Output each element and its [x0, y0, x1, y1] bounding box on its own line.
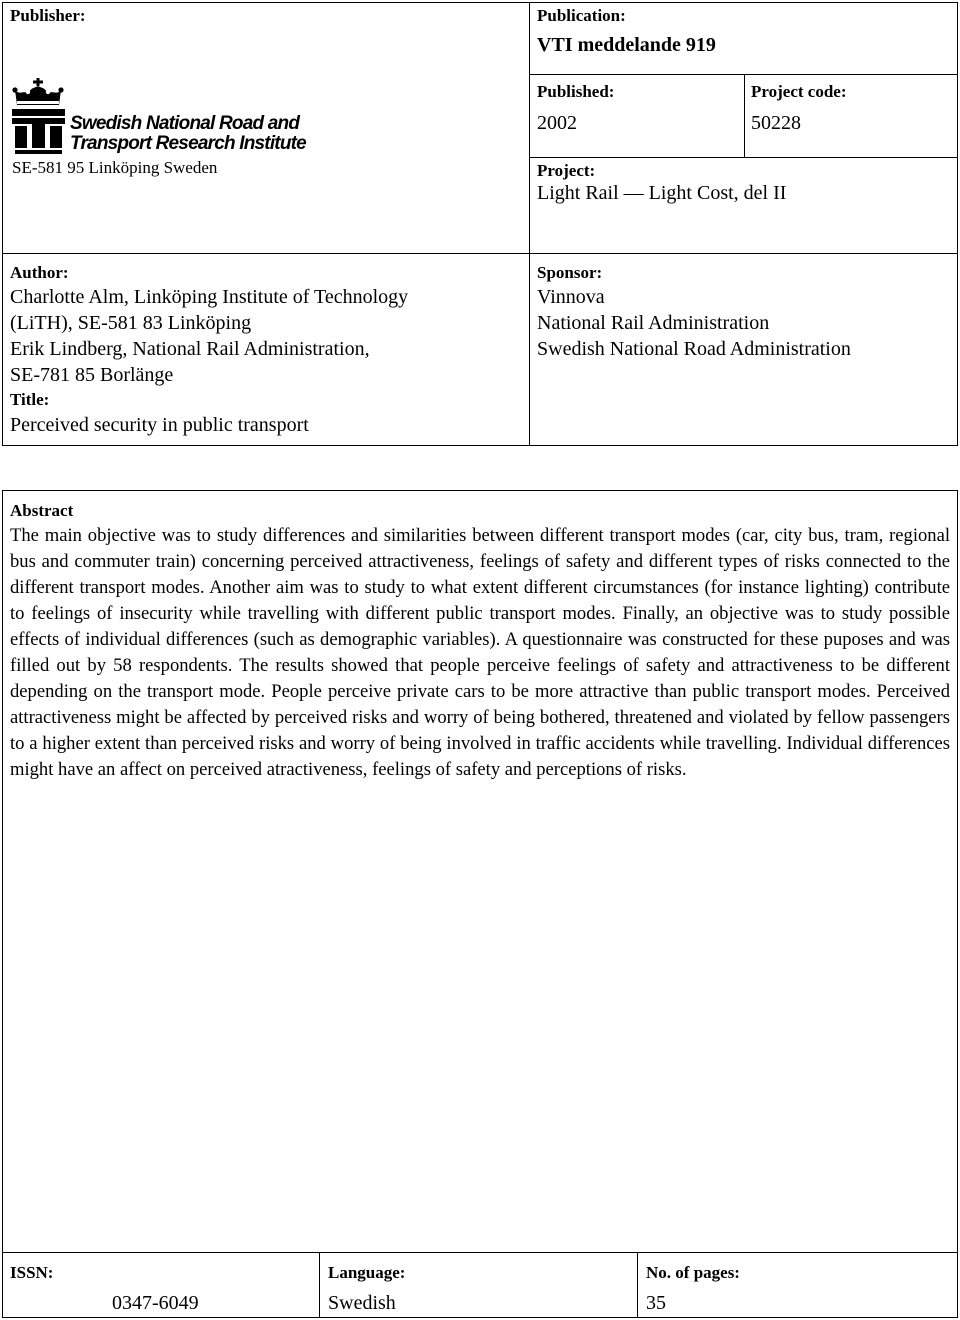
author-lines: [10, 284, 408, 388]
abstract-text: The main objective was to study differences and similarities between different transport modes (car, city bus, tram, regional bus and commuter train) concerning perceived attractiveness, feelings of safety and different types of risks connected to the different transport modes. Another aim was to study to what extent different circumstances (for instance lighting) contribute to feelings of insecurity while travelling with different public transport modes. Finally, an objective was to study possible effects of individual differences (such as demographic variables). A questionnaire was constructed for these puposes and was filled out by 58 respondents. The results showed that people perceive feelings of safety and attractiveness to be different depending on the transport mode. People perceive private cars to be more attractive than public transport modes. Perceived attractiveness might be affected by perceived risks and worry of being bothered, threatened and violated by fellow passengers to a higher extent than perceived risks and worry of being involved in traffic accidents while travelling. Individual differences might have an affect on perceived atractiveness, feelings of safety and perceptions of risks.: [10, 525, 950, 780]
logo-line-1: Swedish National Road and: [70, 113, 300, 134]
publisher-label: Publisher:: [10, 6, 86, 25]
pages-value: 35: [646, 1292, 666, 1314]
language-value: Swedish: [328, 1292, 396, 1314]
logo-line-2: Transport Research Institute: [70, 133, 306, 154]
pages-label: No. of pages:: [646, 1263, 740, 1282]
sponsor-label: Sponsor:: [537, 263, 603, 282]
author-line: Erik Lindberg, National Rail Administration,: [10, 338, 370, 360]
title-label: Title:: [10, 390, 50, 409]
author-line: SE-781 85 Borlänge: [10, 364, 174, 386]
publisher-address: SE-581 95 Linköping Sweden: [12, 158, 218, 177]
sponsor-line: National Rail Administration: [537, 312, 770, 334]
abstract-label: Abstract: [10, 501, 74, 520]
language-label: Language:: [328, 1263, 406, 1282]
pages-box: [637, 1252, 958, 1318]
sponsor-line: Swedish National Road Administration: [537, 338, 851, 360]
project-value: Light Rail — Light Cost, del II: [537, 182, 787, 204]
issn-label: ISSN:: [10, 1263, 54, 1282]
sponsor-line: Vinnova: [537, 286, 605, 308]
project-code-label: Project code:: [751, 82, 847, 101]
publication-value: VTI meddelande 919: [537, 34, 716, 56]
sponsor-lines: [537, 284, 851, 362]
author-line: (LiTH), SE-581 83 Linköping: [10, 312, 252, 334]
author-label: Author:: [10, 263, 69, 282]
project-code-value: 50228: [751, 112, 801, 134]
author-line: Charlotte Alm, Linköping Institute of Technology: [10, 286, 409, 308]
project-label: Project:: [537, 161, 596, 180]
issn-value: 0347-6049: [112, 1292, 199, 1314]
publication-label: Publication:: [537, 6, 626, 25]
crown-logo-icon: [11, 78, 67, 154]
published-value: 2002: [537, 112, 577, 134]
title-value: Perceived security in public transport: [10, 414, 309, 436]
published-label: Published:: [537, 82, 615, 101]
